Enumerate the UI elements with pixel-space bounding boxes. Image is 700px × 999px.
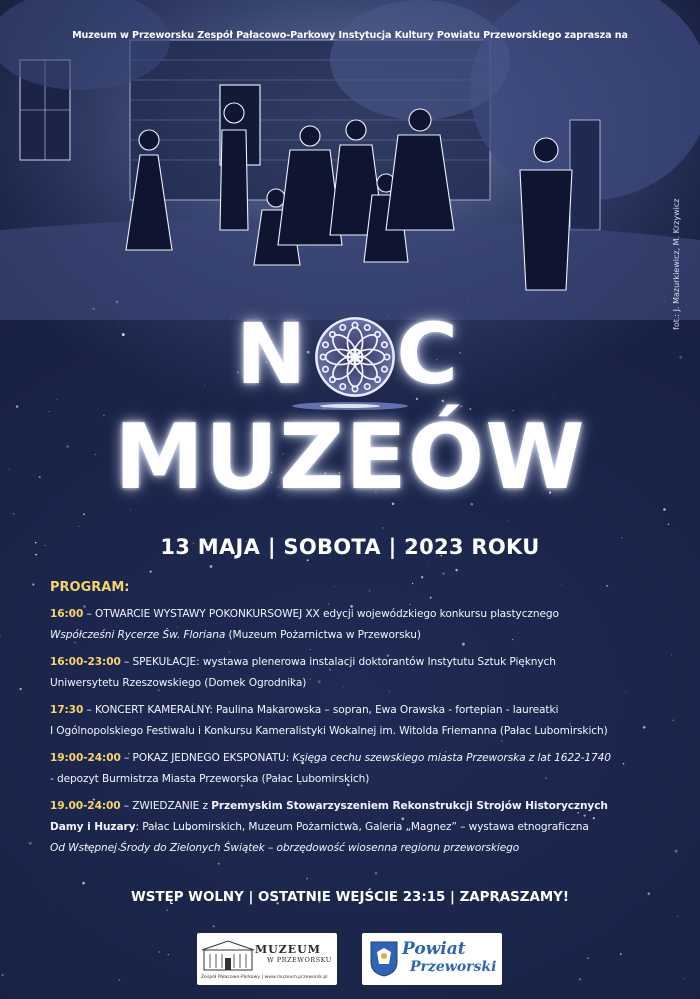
program-section <box>50 580 670 865</box>
star-dot <box>672 720 674 722</box>
program-title-italic: Od Wstępnej Środy do Zielonych Świątek <box>50 842 265 854</box>
star-dot <box>82 882 85 885</box>
palace-icon <box>200 938 256 974</box>
program-text: – OTWARCIE WYSTAWY POKONKURSOWEJ XX edycji wojewódzkiego konkursu plastycznego <box>83 608 559 620</box>
program-time: 16:00 <box>50 608 84 620</box>
star-dot <box>668 523 670 525</box>
program-item-line <box>50 796 670 817</box>
program-title-italic: Księga cechu szewskiego miasta Przeworska z lat 1622-1740 <box>292 752 611 764</box>
star-dot <box>375 872 378 875</box>
program-text: – ZWIEDZANIE z <box>120 800 212 812</box>
star-dot <box>158 951 160 953</box>
powiat-logo[interactable] <box>362 933 502 985</box>
star-dot <box>306 878 308 880</box>
coat-of-arms-icon <box>369 940 399 978</box>
star-dot <box>168 954 169 955</box>
star-dot <box>29 842 32 845</box>
star-dot <box>671 655 672 656</box>
header-banner: Muzeum w Przeworsku Zespół Pałacowo-Parkowy Instytucja Kultury Powiatu Przeworskiego zaprasza na <box>72 30 628 41</box>
star-dot <box>579 978 581 980</box>
program-item-line <box>50 604 670 625</box>
star-dot <box>186 959 187 960</box>
museum-logo[interactable] <box>197 933 337 985</box>
star-dot <box>677 916 678 917</box>
program-text: – SPEKULACJE: wystawa plenerowa instalacji doktorantów Instytutu Sztuk Pięknych <box>120 656 556 668</box>
star-dot <box>587 957 589 959</box>
powiat-logo-line1: Powiat <box>402 939 466 959</box>
star-dot <box>455 569 457 571</box>
star-dot <box>442 572 445 575</box>
star-dot <box>149 570 151 572</box>
museum-logo-title: MUZEUM <box>255 943 321 956</box>
program-item-line <box>50 673 670 694</box>
program-item <box>50 700 670 742</box>
program-text: (Muzeum Pożarnictwa w Przeworsku) <box>225 629 421 641</box>
star-dot <box>213 925 215 927</box>
program-item-line <box>50 838 670 859</box>
program-text: – KONCERT KAMERALNY: Paulina Makarowska – sopran, Ewa Orawska - fortepian - laureatki <box>83 704 559 716</box>
program-item-line <box>50 700 670 721</box>
program-time: 19:00-24:00 <box>50 752 121 764</box>
program-item <box>50 748 670 790</box>
powiat-logo-line2: Przeworski <box>410 959 497 975</box>
title-letter-c: C <box>396 305 464 403</box>
museum-logo-tagline: Zespół Pałacowo-Parkowy | www.muzeum.przeworsk.pl <box>201 975 328 980</box>
star-dot <box>206 989 207 990</box>
star-dot <box>118 979 120 981</box>
star-dot <box>210 565 213 568</box>
program-time: 16:00-23:00 <box>50 656 121 668</box>
program-heading: PROGRAM: <box>50 580 130 595</box>
historical-photo <box>0 0 700 320</box>
footer-info: WSTĘP WOLNY | OSTATNIE WEJŚCIE 23:15 | ZAPRASZAMY! <box>131 890 569 905</box>
program-item-line <box>50 817 670 838</box>
program-item-line <box>50 748 670 769</box>
program-time: 19.00-24:00 <box>50 800 121 812</box>
program-item-line <box>50 769 670 790</box>
star-dot <box>0 635 1 637</box>
star-dot <box>421 576 423 578</box>
star-dot <box>19 688 21 690</box>
title-muzeow: MUZEÓW <box>114 405 586 510</box>
program-title-italic: Współcześni Rycerze Św. Floriana <box>50 629 226 641</box>
program-text: Uniwersytetu Rzeszowskiego (Domek Ogrodnika) <box>50 677 307 689</box>
program-item <box>50 652 670 694</box>
event-date: 13 MAJA | SOBOTA | 2023 ROKU <box>160 535 540 559</box>
star-dot <box>683 978 684 979</box>
museum-logo-subtitle: W PRZEWORSKU <box>267 956 332 964</box>
star-dot <box>78 526 79 527</box>
program-text: - depozyt Burmistrza Miasta Przeworska (Pałac Lubomirskich) <box>50 773 370 785</box>
title-letter-n: N <box>236 305 313 403</box>
program-text: – obrzędowość wiosenna regionu przeworskiego <box>264 842 520 854</box>
program-text: I Ogólnopolskiego Festiwalu i Konkursu Kameralistyki Wokalnej im. Witolda Friemanna (Pałac Lubomirskich) <box>50 725 608 737</box>
star-dot <box>382 527 383 528</box>
lace-ornament-icon <box>313 315 397 399</box>
program-organizer: Przemyskim Stowarzyszeniem Rekonstrukcji Strojów Historycznych <box>211 800 608 812</box>
program-text: – POKAZ JEDNEGO EKSPONATU: <box>120 752 293 764</box>
star-dot <box>32 583 34 585</box>
program-time: 17:30 <box>50 704 84 716</box>
program-item-line <box>50 625 670 646</box>
program-text: : Pałac Lubomirskich, Muzeum Pożarnictwa, Galeria „Magnez” – wystawa etnograficzna <box>135 821 589 833</box>
program-item <box>50 604 670 646</box>
program-organizer: Damy i Huzary <box>50 821 136 833</box>
star-dot <box>620 953 622 955</box>
star-dot <box>2 974 4 976</box>
star-dot <box>507 520 508 521</box>
photo-credit-text: fot.: J. Mazurkiewicz, M. Krzywicz <box>672 198 681 330</box>
program-item-line <box>50 652 670 673</box>
program-item-line <box>50 721 670 742</box>
program-item <box>50 796 670 859</box>
star-dot <box>675 850 678 853</box>
